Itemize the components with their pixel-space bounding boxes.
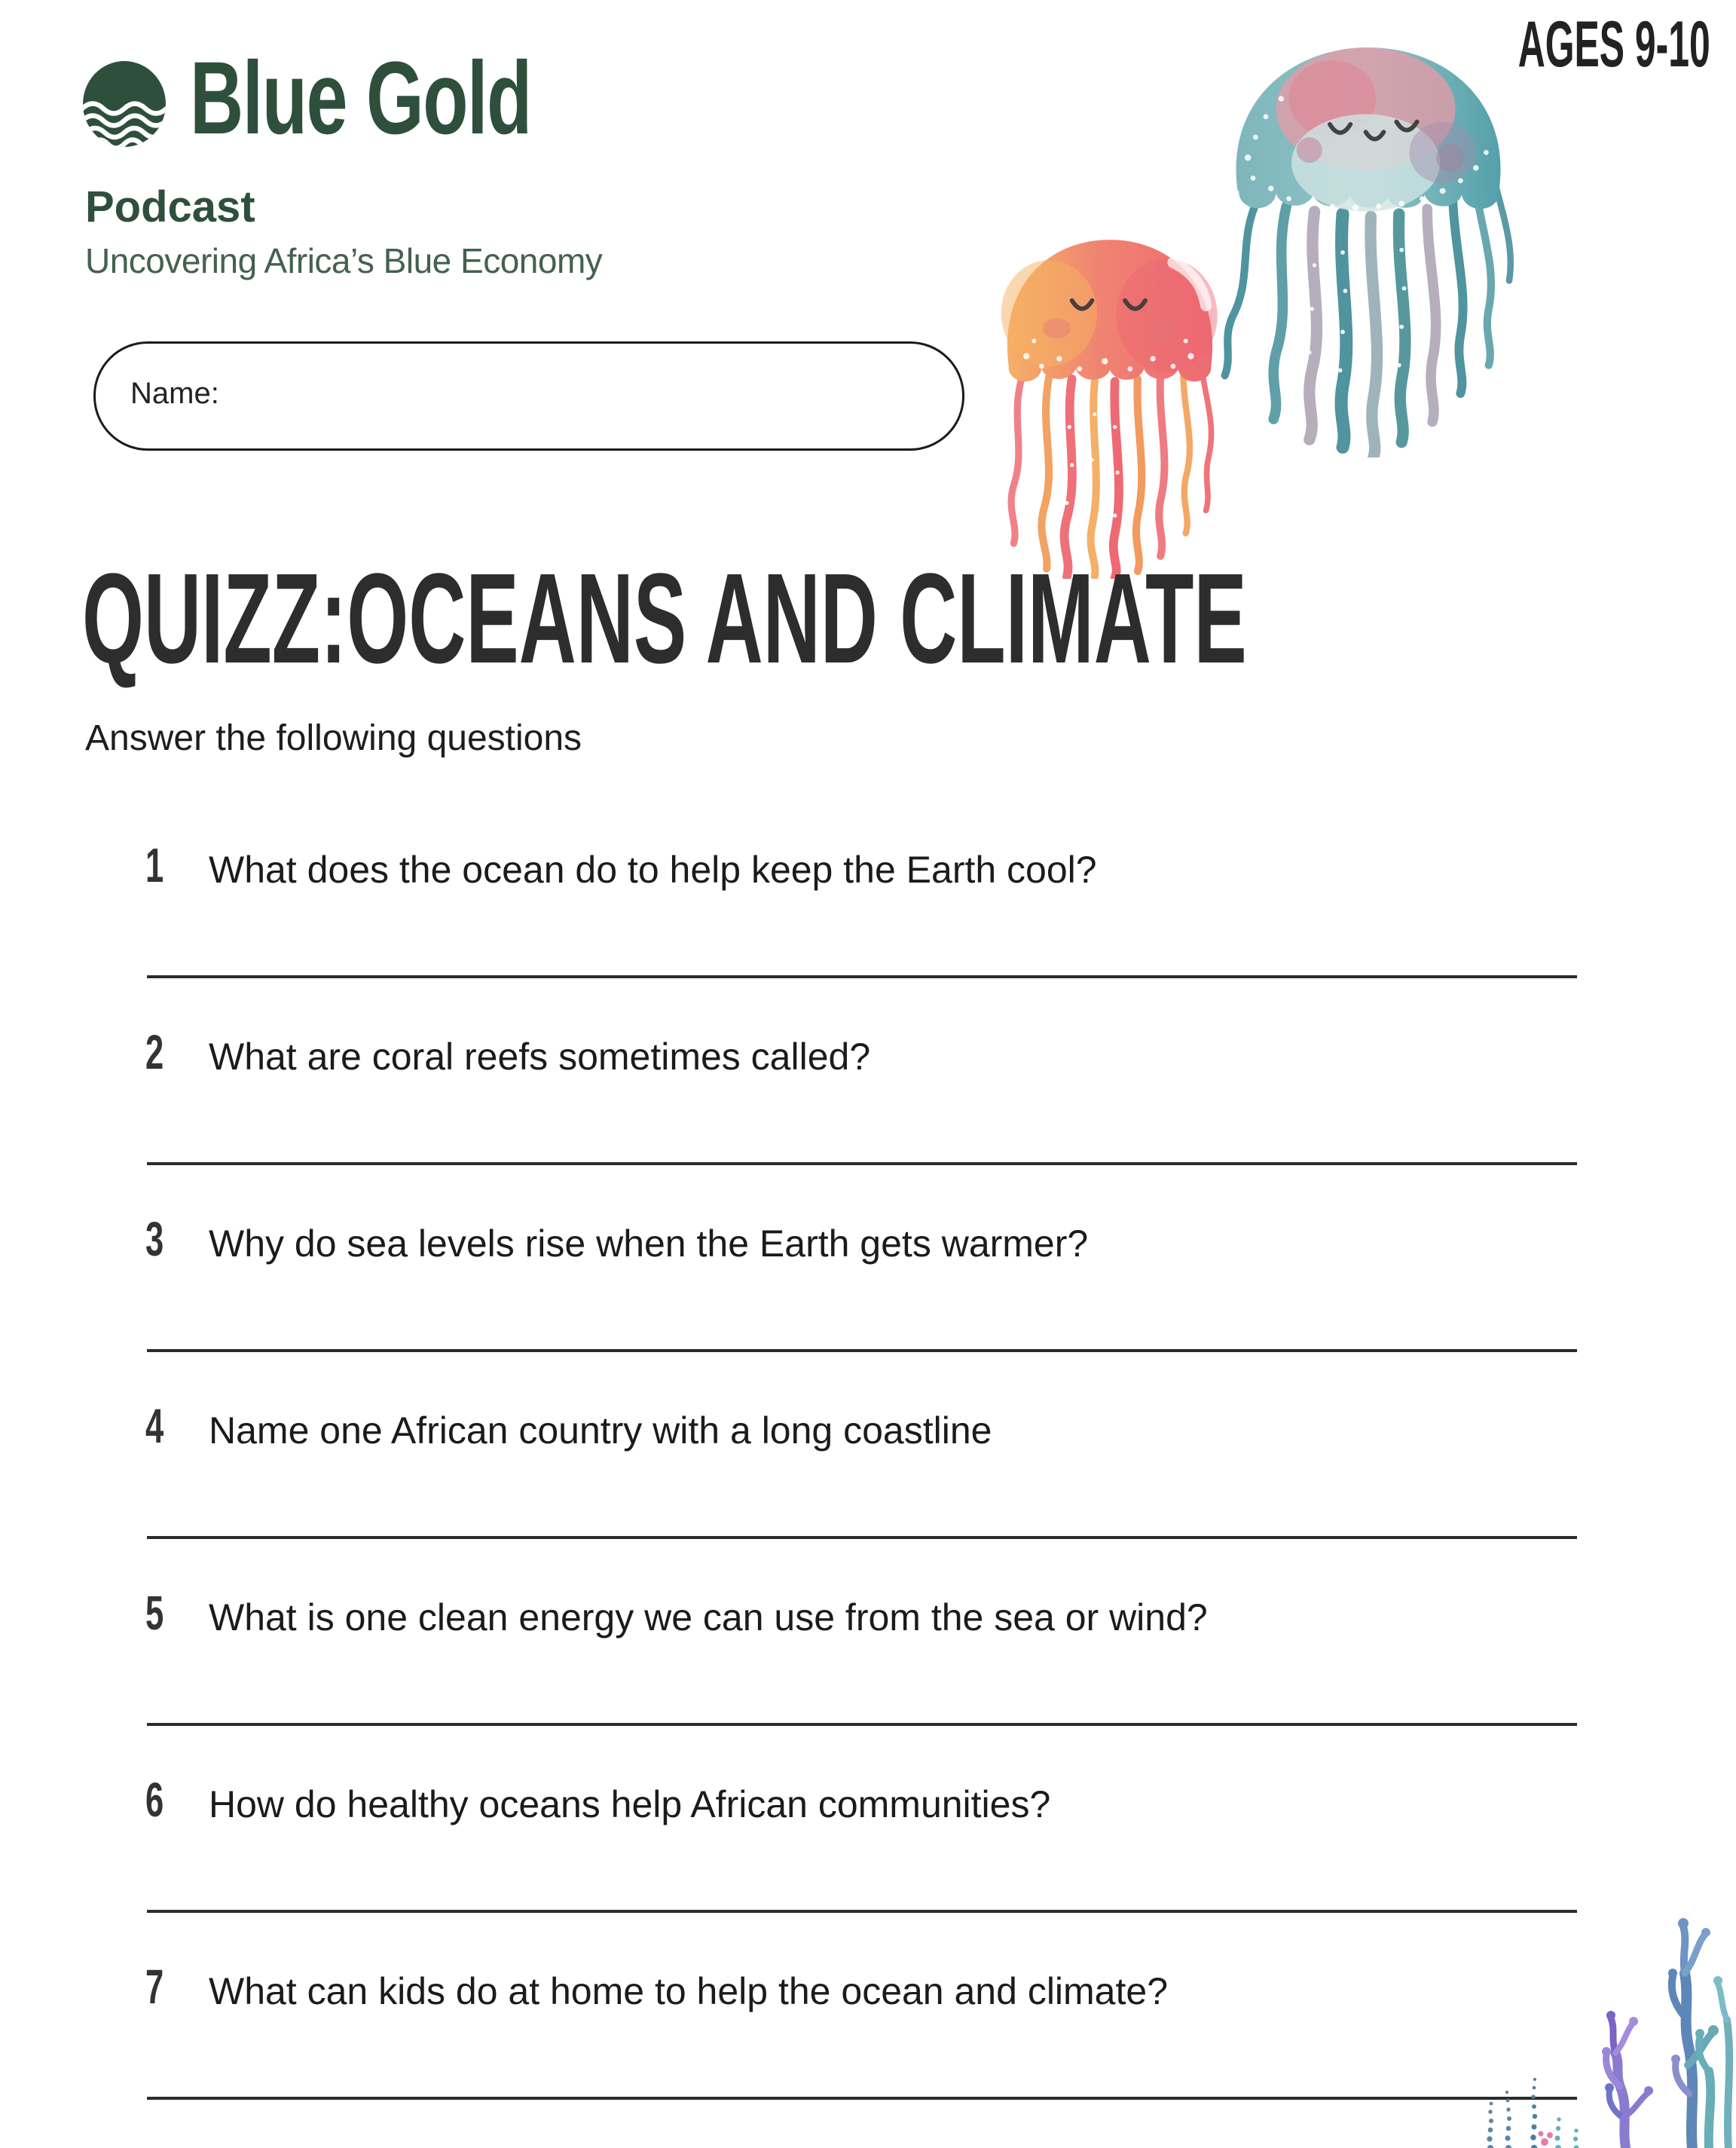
question-row: [145, 1773, 1577, 1967]
quiz-title: QUIZZ:OCEANS AND CLIMATE: [82, 547, 1247, 690]
question-text: Why do sea levels rise when the Earth gets warmer?: [209, 1222, 1089, 1265]
program-label: Podcast: [85, 182, 255, 231]
question-text: What can kids do at home to help the ocean and climate?: [209, 1970, 1168, 2012]
answer-line[interactable]: [147, 2097, 1577, 2100]
brand-tagline: Uncovering Africa’s Blue Economy: [85, 241, 603, 280]
question-number: 1: [145, 838, 164, 892]
question-row: [145, 1586, 1577, 1780]
question-number: 3: [145, 1212, 164, 1266]
question-text: Name one African country with a long coastline: [209, 1409, 992, 1452]
answer-line[interactable]: [147, 1536, 1577, 1539]
question-row: [145, 1025, 1577, 1219]
answer-line[interactable]: [147, 1723, 1577, 1726]
question-list: [145, 838, 1577, 2148]
coral-illustration: [1469, 1892, 1736, 2148]
ages-badge: AGES 9-10: [1517, 8, 1710, 81]
question-text: What does the ocean do to help keep the Earth cool?: [209, 849, 1097, 891]
jellyfish-pink-illustration: [983, 225, 1236, 579]
jellyfish-teal-illustration: [1215, 35, 1522, 457]
question-text: How do healthy oceans help African communities?: [209, 1783, 1051, 1825]
answer-line[interactable]: [147, 975, 1577, 978]
question-number: 4: [145, 1399, 164, 1453]
question-number: 2: [145, 1025, 164, 1079]
question-row: [145, 838, 1577, 1033]
question-row: [145, 1212, 1577, 1406]
name-field[interactable]: [93, 341, 964, 451]
brand-wordmark: Blue Gold: [190, 41, 531, 156]
question-row: [145, 1399, 1577, 1593]
question-number: 5: [145, 1586, 164, 1640]
question-number: 6: [145, 1773, 164, 1827]
question-number: 7: [145, 1960, 164, 2014]
name-field-label: Name:: [130, 377, 219, 410]
answer-line[interactable]: [147, 1910, 1577, 1913]
quiz-subtitle: Answer the following questions: [85, 718, 582, 758]
brand-logo-icon: [82, 60, 167, 148]
answer-line[interactable]: [147, 1349, 1577, 1352]
question-text: What is one clean energy we can use from the sea or wind?: [209, 1596, 1208, 1639]
question-text: What are coral reefs sometimes called?: [209, 1036, 871, 1078]
question-row: [145, 1960, 1577, 2148]
answer-line[interactable]: [147, 1162, 1577, 1165]
